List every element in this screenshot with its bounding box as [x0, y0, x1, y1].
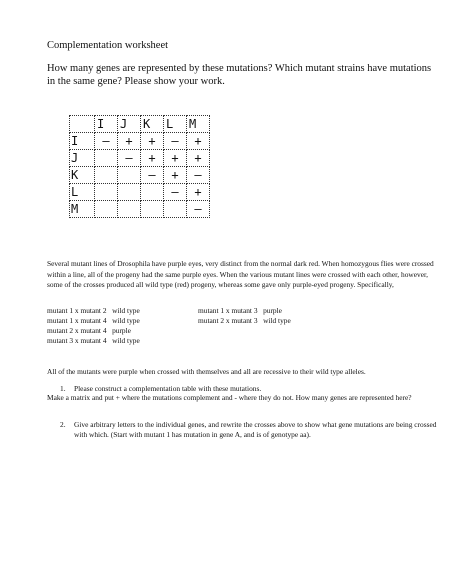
matrix-cell — [95, 167, 118, 184]
matrix-cell — [118, 201, 141, 218]
crosses-right-list — [198, 306, 291, 326]
matrix-cell: + — [118, 133, 141, 150]
complementation-matrix — [69, 115, 210, 218]
cross-result: mutant 2 x mutant 3 wild type — [198, 316, 291, 325]
matrix-cell: – — [187, 201, 210, 218]
matrix-cell — [118, 184, 141, 201]
matrix-row-header: L — [70, 184, 95, 201]
matrix-cell: + — [187, 150, 210, 167]
matrix-cell: + — [187, 133, 210, 150]
matrix-cell: – — [187, 167, 210, 184]
matrix-cell — [95, 150, 118, 167]
matrix-corner — [70, 116, 95, 133]
matrix-cell: – — [95, 133, 118, 150]
matrix-col-header: J — [118, 116, 141, 133]
matrix-cell: – — [118, 150, 141, 167]
complementation-table — [69, 115, 210, 218]
matrix-cell: – — [141, 167, 164, 184]
matrix-header-row — [70, 116, 210, 133]
matrix-row — [70, 184, 210, 201]
matrix-cell — [141, 201, 164, 218]
matrix-cell: + — [141, 150, 164, 167]
matrix-cell: – — [164, 184, 187, 201]
cross-result: mutant 1 x mutant 2 wild type — [47, 306, 140, 315]
matrix-cell: – — [164, 133, 187, 150]
matrix-cell: + — [141, 133, 164, 150]
matrix-col-header: M — [187, 116, 210, 133]
description-paragraph: Several mutant lines of Drosophila have purple eyes, very distinct from the normal dark red. When homozygous flies were crossed within a line, all of the progeny had the same purple eyes. When the various mutant lines were crossed with each other, however, some of the crosses produced all wild type (red) progeny, whereas some gave only purple-eyed progeny. Specifically, — [47, 259, 434, 289]
matrix-cell — [95, 184, 118, 201]
matrix-row — [70, 167, 210, 184]
recessive-note: All of the mutants were purple when crossed with themselves and all are recessive to their wild type alleles. — [47, 367, 366, 376]
cross-result: mutant 1 x mutant 3 purple — [198, 306, 282, 315]
question-2-number: 2. — [60, 420, 66, 429]
worksheet-question: How many genes are represented by these mutations? Which mutant strains have mutations in the same gene? Please show your work. — [47, 63, 432, 87]
matrix-cell: + — [187, 184, 210, 201]
matrix-col-header: L — [164, 116, 187, 133]
matrix-col-header: I — [95, 116, 118, 133]
question-1-continuation: Make a matrix and put + where the mutations complement and - where they do not. How many genes are represented here? — [47, 393, 412, 402]
question-2-text: Give arbitrary letters to the individual genes, and rewrite the crosses above to show what gene mutations are being crossed with which. (Start with mutant 1 has mutation in gene A, and is of genotype aa). — [74, 420, 437, 439]
cross-result: mutant 3 x mutant 4 wild type — [47, 336, 140, 345]
matrix-col-header: K — [141, 116, 164, 133]
matrix-row-header: I — [70, 133, 95, 150]
matrix-row-header: J — [70, 150, 95, 167]
question-1-text: Please construct a complementation table with these mutations. — [74, 384, 262, 393]
matrix-cell: + — [164, 150, 187, 167]
question-1-number: 1. — [60, 384, 66, 393]
matrix-row — [70, 150, 210, 167]
matrix-row-header: M — [70, 201, 95, 218]
matrix-cell — [164, 201, 187, 218]
question-2 — [60, 420, 440, 440]
matrix-cell: + — [164, 167, 187, 184]
cross-result: mutant 2 x mutant 4 purple — [47, 326, 131, 335]
matrix-cell — [118, 167, 141, 184]
cross-result: mutant 1 x mutant 4 wild type — [47, 316, 140, 325]
matrix-row-header: K — [70, 167, 95, 184]
matrix-cell — [141, 184, 164, 201]
crosses-left-list — [47, 306, 140, 346]
matrix-row — [70, 133, 210, 150]
worksheet-title: Complementation worksheet — [47, 40, 169, 51]
matrix-cell — [95, 201, 118, 218]
matrix-row — [70, 201, 210, 218]
